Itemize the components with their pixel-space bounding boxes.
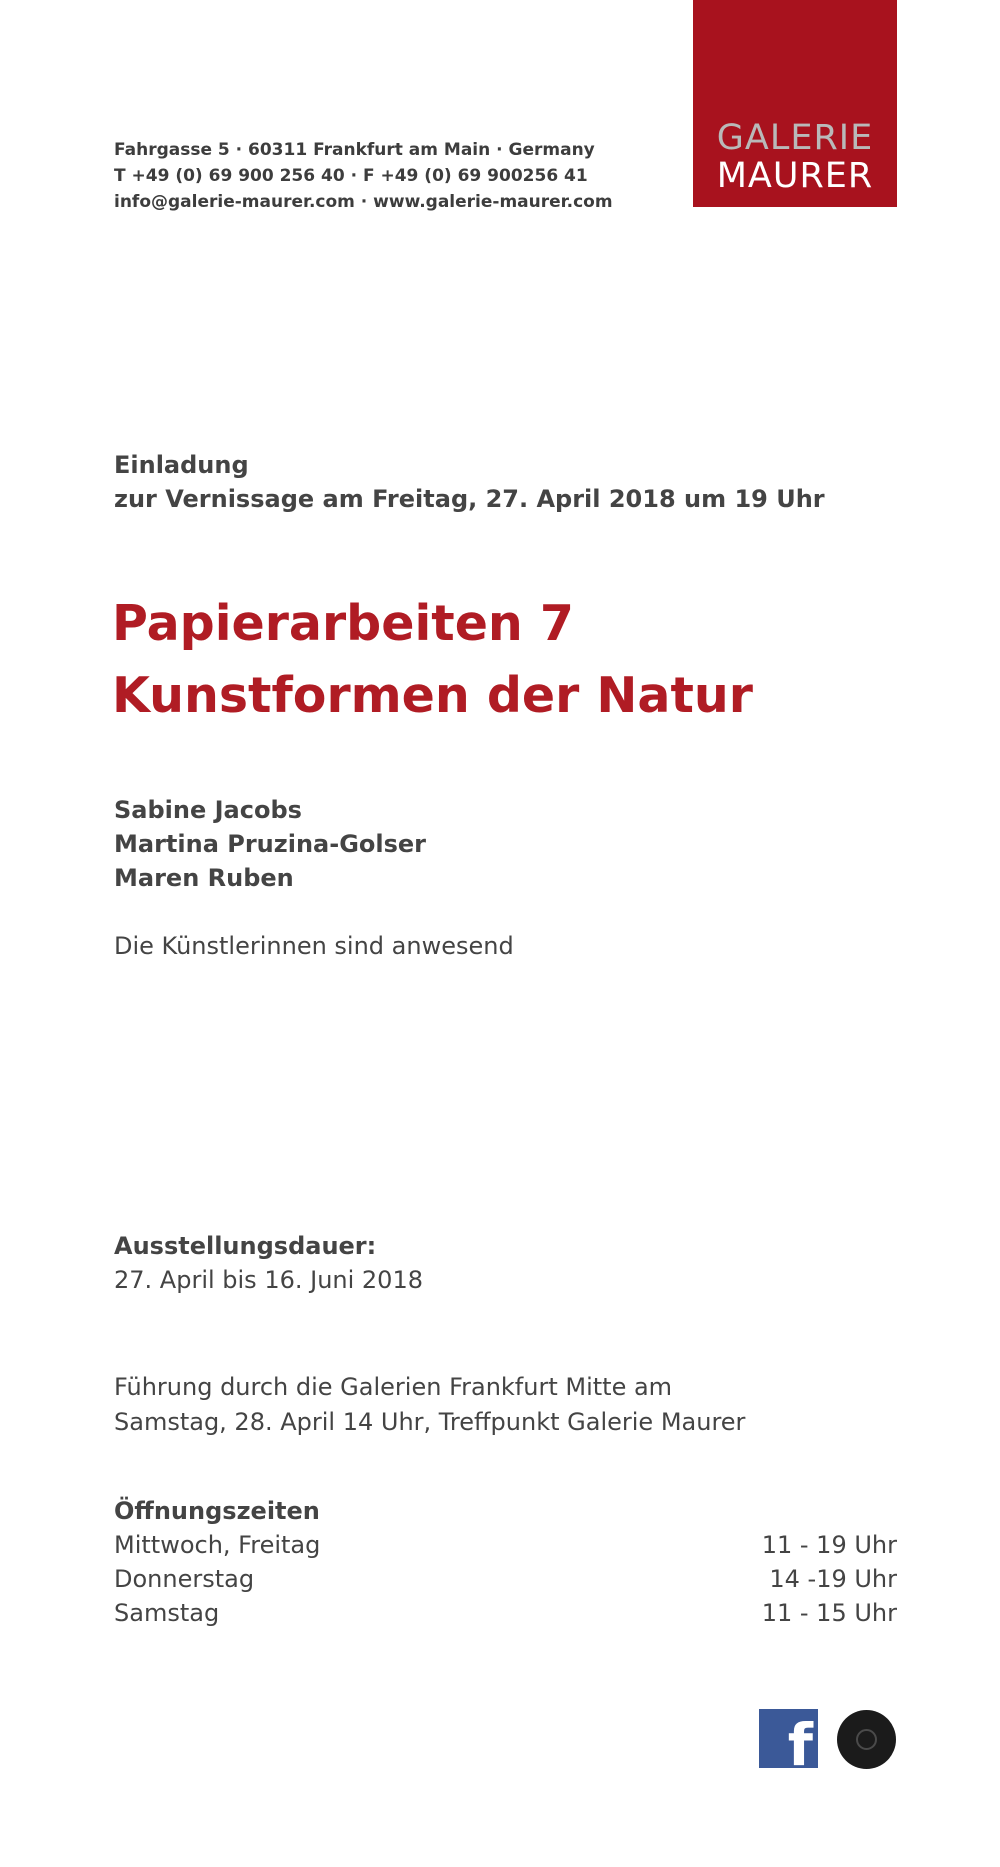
contact-block	[114, 137, 613, 215]
opening-hours	[114, 1494, 897, 1630]
opening-time: 11 - 15 Uhr	[761, 1599, 897, 1627]
artist-name: Sabine Jacobs	[114, 796, 302, 824]
vernissage-date: zur Vernissage am Freitag, 27. April 2018 um 19 Uhr	[114, 485, 825, 513]
opening-time: 14 -19 Uhr	[769, 1565, 897, 1593]
instagram-lens	[856, 1729, 877, 1750]
contact-phone-fax: T +49 (0) 69 900 256 40 · F +49 (0) 69 900256 41	[114, 166, 588, 186]
facebook-icon[interactable]	[759, 1709, 818, 1768]
social-links	[759, 1709, 897, 1769]
artists-present-note: Die Künstlerinnen sind anwesend	[114, 932, 514, 960]
exhibition-title-line1: Papierarbeiten 7	[112, 595, 574, 652]
invitation-heading	[114, 448, 825, 516]
instagram-icon[interactable]	[837, 1710, 896, 1769]
artist-list	[114, 793, 426, 895]
artist-name: Maren Ruben	[114, 864, 294, 892]
opening-hours-row	[114, 1528, 897, 1562]
duration-label: Ausstellungsdauer:	[114, 1232, 377, 1260]
invitation-label: Einladung	[114, 451, 249, 479]
logo-text-maurer: MAURER	[716, 156, 874, 196]
exhibition-title	[112, 588, 753, 732]
opening-hours-heading: Öffnungszeiten	[114, 1497, 320, 1525]
opening-days: Mittwoch, Freitag	[114, 1531, 321, 1559]
tour-line2: Samstag, 28. April 14 Uhr, Treffpunkt Galerie Maurer	[114, 1408, 746, 1436]
opening-hours-row	[114, 1596, 897, 1630]
tour-line1: Führung durch die Galerien Frankfurt Mitte am	[114, 1373, 673, 1401]
contact-address: Fahrgasse 5 · 60311 Frankfurt am Main · Germany	[114, 140, 595, 160]
galerie-maurer-logo	[693, 0, 897, 207]
opening-days: Donnerstag	[114, 1565, 255, 1593]
contact-email-web[interactable]: info@galerie-maurer.com · www.galerie-maurer.com	[114, 192, 613, 212]
opening-time: 11 - 19 Uhr	[761, 1531, 897, 1559]
opening-hours-row	[114, 1562, 897, 1596]
gallery-tour-info	[114, 1370, 745, 1440]
duration-value: 27. April bis 16. Juni 2018	[114, 1266, 423, 1294]
facebook-glyph: f	[787, 1711, 813, 1768]
logo-text-galerie: GALERIE	[716, 118, 874, 158]
exhibition-duration	[114, 1229, 423, 1297]
exhibition-title-line2: Kunstformen der Natur	[112, 667, 753, 724]
opening-days: Samstag	[114, 1599, 220, 1627]
artist-name: Martina Pruzina-Golser	[114, 830, 427, 858]
